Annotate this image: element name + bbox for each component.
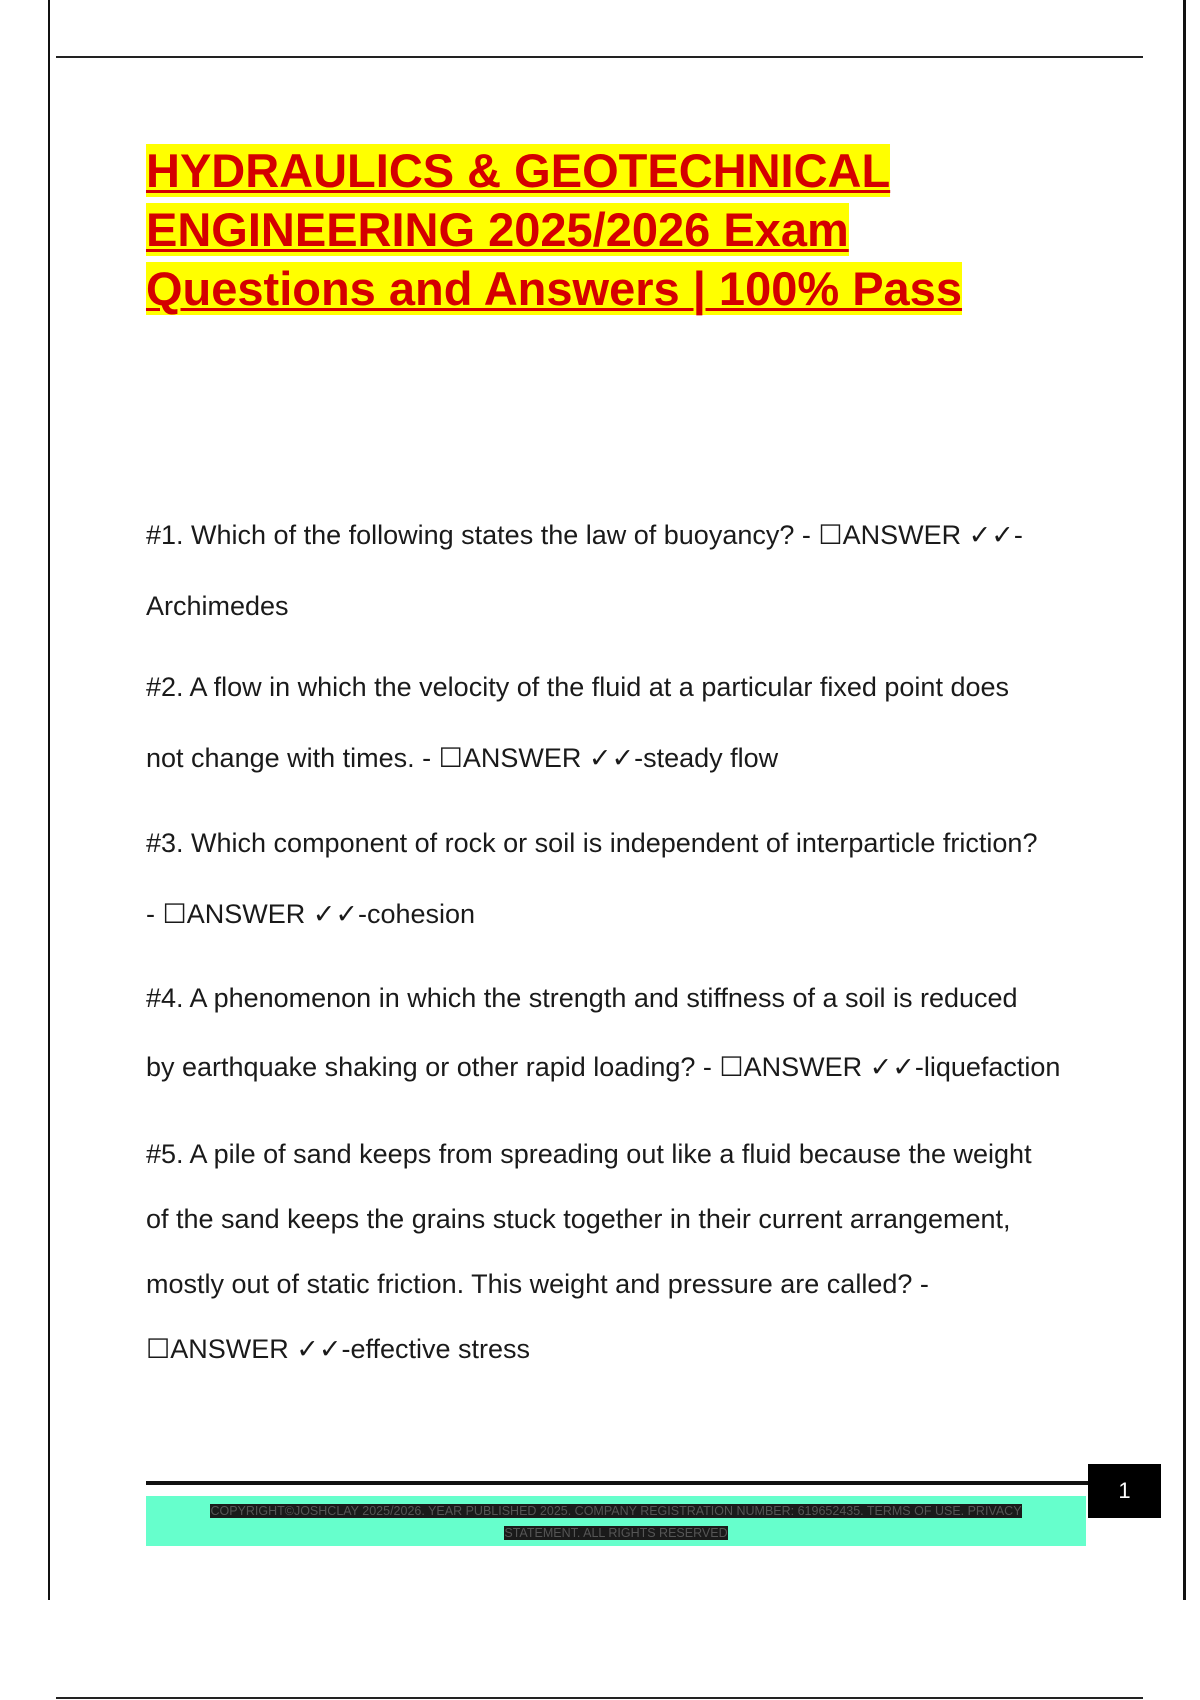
question-3-line-1: #3. Which component of rock or soil is independent of interparticle friction? bbox=[146, 828, 1038, 858]
question-item-5 bbox=[146, 1122, 1106, 1382]
copyright-line-2: STATEMENT. ALL RIGHTS RESERVED bbox=[504, 1526, 728, 1540]
question-3-line-2: - ☐ANSWER ✓✓-cohesion bbox=[146, 899, 476, 929]
question-2-line-2: not change with times. - ☐ANSWER ✓✓-steady flow bbox=[146, 743, 779, 773]
page-border-left bbox=[48, 0, 50, 1600]
question-5-line-4: ☐ANSWER ✓✓-effective stress bbox=[146, 1334, 531, 1364]
question-item-3 bbox=[146, 808, 1106, 950]
question-item-4 bbox=[146, 964, 1106, 1102]
page-number: 1 bbox=[1088, 1464, 1161, 1518]
question-item-2 bbox=[146, 652, 1106, 794]
question-5-line-3: mostly out of static friction. This weight and pressure are called? - bbox=[146, 1269, 929, 1299]
title-line-2: ENGINEERING 2025/2026 Exam bbox=[146, 203, 849, 256]
page-bottom-rule bbox=[56, 1697, 1143, 1699]
copyright-line-1: COPYRIGHT©JOSHCLAY 2025/2026. YEAR PUBLISHED 2025. COMPANY REGISTRATION NUMBER: 619652435. TERMS OF USE. PRIVACY bbox=[210, 1504, 1022, 1518]
question-item-1 bbox=[146, 500, 1106, 642]
question-1-line-2: Archimedes bbox=[146, 591, 289, 621]
question-4-line-1: #4. A phenomenon in which the strength and stiffness of a soil is reduced bbox=[146, 983, 1018, 1013]
title-line-1: HYDRAULICS & GEOTECHNICAL bbox=[146, 144, 891, 197]
title-line-3: Questions and Answers | 100% Pass bbox=[146, 262, 962, 315]
question-2-line-1: #2. A flow in which the velocity of the fluid at a particular fixed point does bbox=[146, 672, 1009, 702]
document-title bbox=[146, 141, 1106, 318]
copyright-notice bbox=[176, 1500, 1056, 1544]
question-5-line-2: of the sand keeps the grains stuck together in their current arrangement, bbox=[146, 1204, 1011, 1234]
question-5-line-1: #5. A pile of sand keeps from spreading out like a fluid because the weight bbox=[146, 1139, 1032, 1169]
header-rule bbox=[56, 56, 1143, 58]
page-border-right bbox=[1183, 0, 1186, 1600]
question-4-line-2: by earthquake shaking or other rapid loading? - ☐ANSWER ✓✓-liquefaction bbox=[146, 1052, 1061, 1082]
question-1-line-1: #1. Which of the following states the law of buoyancy? - ☐ANSWER ✓✓- bbox=[146, 520, 1023, 550]
footer-rule bbox=[146, 1481, 1088, 1485]
